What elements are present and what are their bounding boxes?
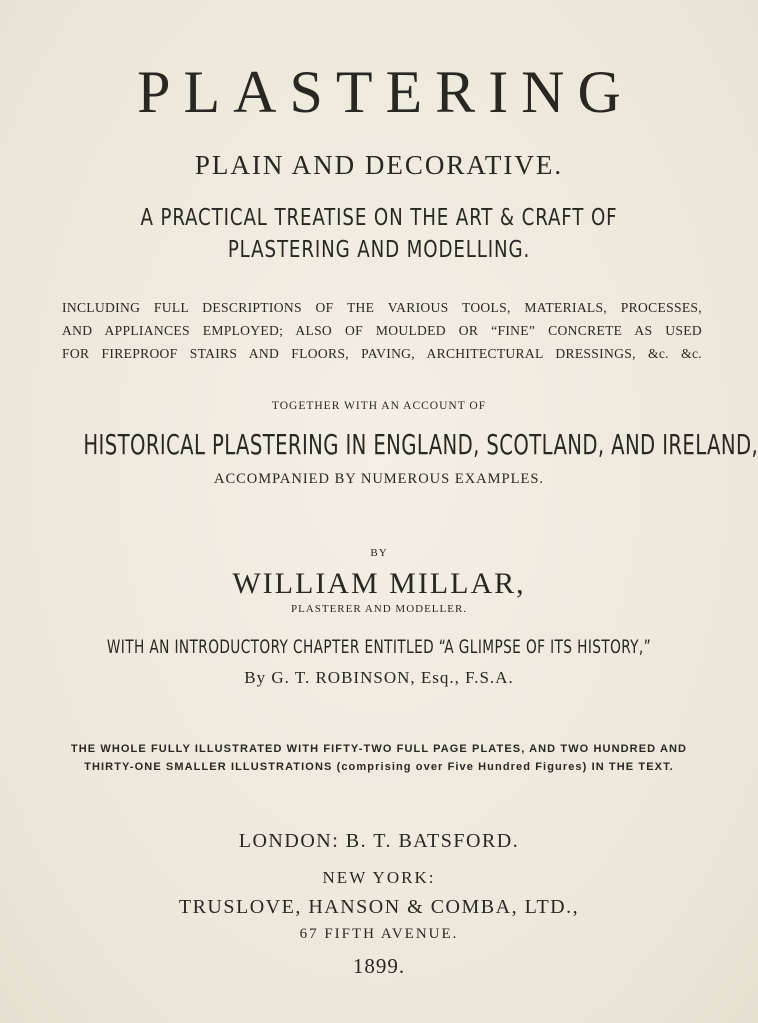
author-role: PLASTERER AND MODELLER. <box>290 603 468 615</box>
together-with: TOGETHER WITH AN ACCOUNT OF <box>271 400 487 412</box>
including-line-2: AND APPLIANCES EMPLOYED; ALSO OF MOULDED OR “FINE” CONCRETE AS USED <box>62 323 702 338</box>
imprint-new-york: NEW YORK: <box>322 868 436 887</box>
historical-heading: HISTORICAL PLASTERING IN ENGLAND, SCOTLAND, AND IRELAND, <box>83 428 758 461</box>
robinson-by: By <box>244 668 267 687</box>
treatise-line-2: PLASTERING AND MODELLING. <box>227 237 531 263</box>
imprint-publisher: TRUSLOVE, HANSON & COMBA, LTD., <box>178 896 580 918</box>
book-title: PLASTERING <box>137 59 634 125</box>
robinson-fsa: F.S.A. <box>465 668 514 687</box>
robinson-esq: Esq., <box>420 668 460 687</box>
author-name: WILLIAM MILLAR, <box>232 567 526 600</box>
introductory-chapter: WITH AN INTRODUCTORY CHAPTER ENTITLED “A GLIMPSE OF ITS HISTORY,” <box>106 636 652 658</box>
including-line-1: INCLUDING FULL DESCRIPTIONS OF THE VARIOUS TOOLS, MATERIALS, PROCESSES, <box>62 300 702 315</box>
imprint-london: LONDON: B. T. BATSFORD. <box>238 830 520 852</box>
including-line-3: FOR FIREPROOF STAIRS AND FLOORS, PAVING, ARCHITECTURAL DRESSINGS, &c. &c. <box>62 346 702 361</box>
book-subtitle: PLAIN AND DECORATIVE. <box>194 150 564 180</box>
imprint-address: 67 FIFTH AVENUE. <box>299 926 459 942</box>
robinson-name: G. T. ROBINSON, <box>271 668 416 687</box>
imprint-year: 1899. <box>352 954 406 978</box>
robinson-credit <box>0 668 758 688</box>
illustrated-line-1: THE WHOLE FULLY ILLUSTRATED WITH FIFTY-TWO FULL PAGE PLATES, AND TWO HUNDRED AND <box>70 743 688 755</box>
by-label: BY <box>370 547 388 559</box>
treatise-line-1: A PRACTICAL TREATISE ON THE ART & CRAFT OF <box>140 205 618 231</box>
accompanied-line: ACCOMPANIED BY NUMEROUS EXAMPLES. <box>213 471 545 487</box>
illustrated-line-2: THIRTY-ONE SMALLER ILLUSTRATIONS (comprising over Five Hundred Figures) IN THE TEXT. <box>84 761 674 773</box>
